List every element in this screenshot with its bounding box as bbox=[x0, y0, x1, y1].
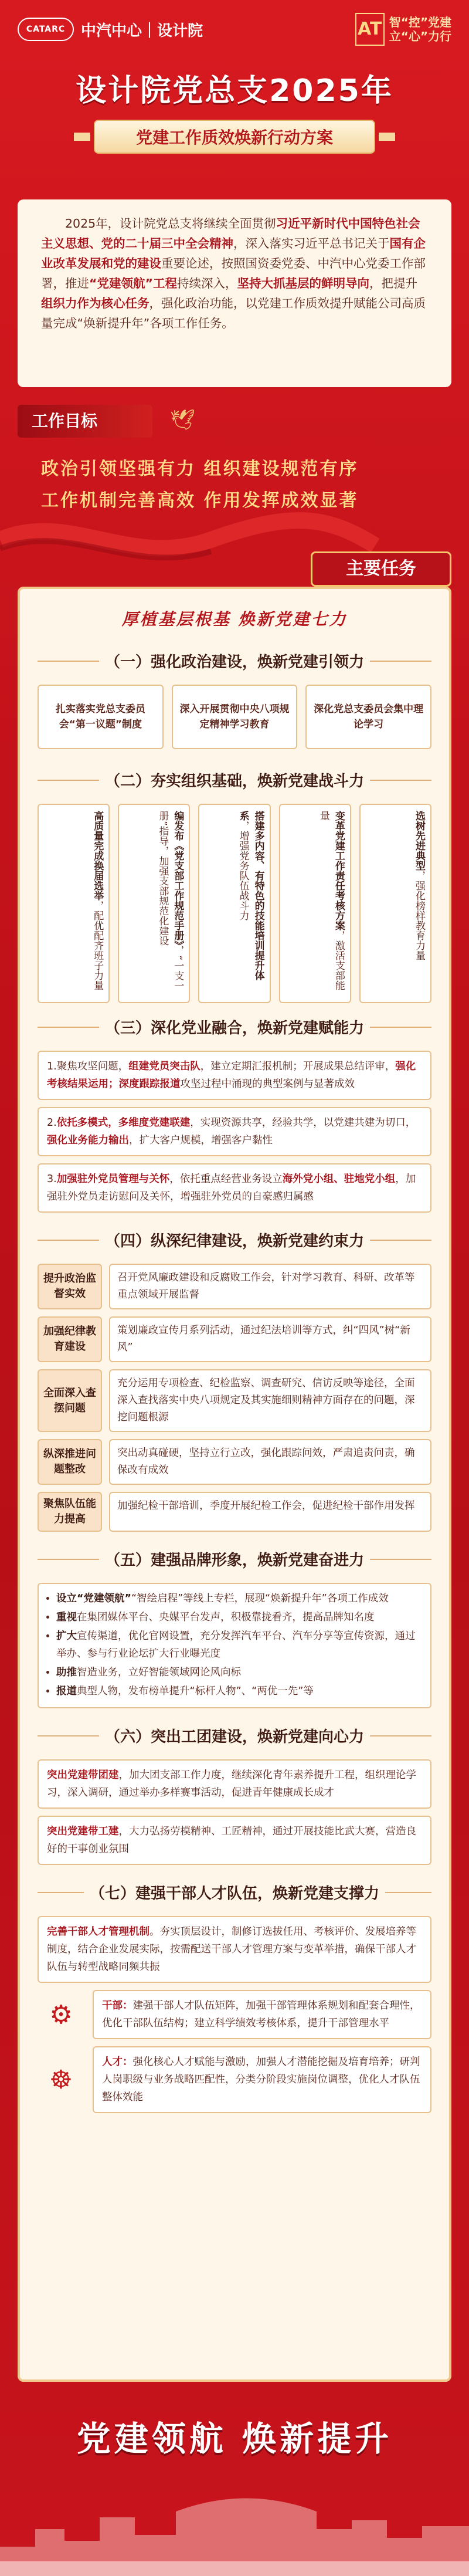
s4-row-key: 提升政治监督实效 bbox=[38, 1264, 102, 1309]
s6-emphasis: 突出党建带工建 bbox=[47, 1826, 119, 1837]
org-logo bbox=[18, 18, 203, 41]
s3-text: 1.聚焦攻坚问题， bbox=[47, 1061, 129, 1072]
s5-text: 典型人物，发布榜单提升“标杆人物”、“两优一先”等 bbox=[77, 1685, 314, 1697]
goal-line-2: 工作机制完善高效 作用发挥成效显著 bbox=[41, 490, 359, 511]
s7-lead bbox=[38, 1916, 431, 1983]
list-item bbox=[56, 1609, 421, 1626]
s7-item-text bbox=[93, 2046, 431, 2113]
org-name: 中汽中心｜设计院 bbox=[81, 22, 203, 40]
s7-emphasis: 干部： bbox=[102, 2000, 133, 2012]
s3-text: 2. bbox=[47, 1117, 57, 1129]
s1-box: 深化党总支委员会集中理论学习 bbox=[305, 685, 431, 749]
s5-emphasis: 重视 bbox=[56, 1612, 77, 1623]
divider bbox=[38, 661, 99, 662]
intro-text: 重要论述，按照国资委党委、中汽中心党委工作部署，推进 bbox=[41, 256, 426, 290]
s4-row bbox=[38, 1316, 431, 1362]
list-item bbox=[56, 1590, 421, 1607]
s4-row bbox=[38, 1264, 431, 1309]
s7-text: 强化核心人才赋能与激励，加强人才潜能挖掘及培育培养；研判人岗职级与业务战略匹配性，分类分阶段实施岗位调整，优化人才队伍整体效能 bbox=[102, 2056, 420, 2103]
intro-text: ，把提升 bbox=[369, 276, 417, 290]
s2-col-emphasis: 编发布《党支部工作规范手册》 bbox=[172, 811, 184, 946]
intro-emphasis: 坚持大抓基层的鲜明导向 bbox=[237, 276, 369, 290]
s4-row-value: 突出动真碰硬，坚持立行立改，强化跟踪问效，严肃追责问责，确保改有成效 bbox=[109, 1439, 431, 1485]
subtitle-banner bbox=[94, 120, 375, 154]
divider bbox=[370, 1735, 431, 1736]
talent-icon: ☸ bbox=[49, 2064, 73, 2095]
s3-item bbox=[38, 1107, 431, 1156]
s2-column bbox=[359, 804, 431, 1003]
s5-emphasis: 扩大 bbox=[56, 1630, 77, 1642]
s2-col-emphasis: 变革党建工作责任考核方案 bbox=[332, 811, 345, 930]
s4-row-value: 加强纪检干部培训，季度开展纪检工作会，促进纪检干部作用发挥 bbox=[109, 1492, 431, 1532]
s5-text: 宣传渠道，优化官网设置，充分发挥汽车平台、汽车分享等宣传资源，通过举办、参与行业论坛扩大行业曝光度 bbox=[56, 1630, 416, 1660]
section-7-title: （七）建强干部人才队伍，焕新党建支撑力 bbox=[90, 1885, 380, 1903]
party-brand bbox=[355, 13, 451, 46]
s5-text: 在集团媒体平台、央媒平台发声，积极靠拢看齐，提高品牌知名度 bbox=[77, 1612, 375, 1623]
s1-box: 深入开展贯彻中央八项规定精神学习教育 bbox=[172, 685, 298, 749]
s3-emphasis: 加强驻外党员管理与关怀 bbox=[56, 1173, 170, 1185]
intro-card bbox=[18, 199, 451, 387]
section-6-title: （六）突出工团建设，焕新党建向心力 bbox=[105, 1728, 365, 1746]
s5-emphasis: 设立“党建领航” bbox=[56, 1593, 132, 1605]
s4-row-key: 聚焦队伍能力提高 bbox=[38, 1492, 102, 1532]
s3-emphasis: 强化业务能力输出 bbox=[47, 1135, 129, 1146]
s4-row-key: 纵深推进问题整改 bbox=[38, 1439, 102, 1485]
section-7-header bbox=[38, 1881, 431, 1903]
s5-text: “智绘启程”等线上专栏，展现“焕新提升年”各项工作成效 bbox=[131, 1593, 389, 1605]
s6-text: ，大力弘扬劳模精神、工匠精神，通过开展技能比武大赛，营造良好的干事创业氛围 bbox=[47, 1826, 416, 1855]
s3-text: 3. bbox=[47, 1173, 57, 1185]
brand-line-1: 智“控”党建 bbox=[389, 15, 451, 29]
intro-text: 2025年，设计院党总支将继续全面贯彻 bbox=[65, 216, 276, 231]
section-1-header bbox=[38, 650, 431, 672]
s3-emphasis: 海外党小组、驻地党小组 bbox=[282, 1173, 396, 1185]
section-4-title: （四）纵深纪律建设，焕新党建约束力 bbox=[105, 1233, 365, 1250]
s4-row bbox=[38, 1492, 431, 1532]
list-item bbox=[56, 1627, 421, 1663]
s3-emphasis: 组建党员突击队 bbox=[128, 1061, 200, 1072]
list-item bbox=[56, 1683, 421, 1700]
section-1-title: （一）强化政治建设，焕新党建引领力 bbox=[105, 654, 365, 671]
s5-list bbox=[38, 1583, 431, 1708]
banner-right-deco-icon bbox=[379, 133, 395, 141]
s7-text: 建强干部人才队伍矩阵，加强干部管理体系规划和配套合理性，优化干部队伍结构；建立科学绩效考核体系，提升干部管理水平 bbox=[102, 2000, 420, 2029]
s2-column bbox=[118, 804, 190, 1003]
divider bbox=[38, 1892, 84, 1893]
s3-item bbox=[38, 1163, 431, 1213]
s7-emphasis: 完善干部人才管理机制 bbox=[47, 1926, 149, 1938]
s3-item bbox=[38, 1051, 431, 1100]
section-5-header bbox=[38, 1548, 431, 1570]
divider bbox=[370, 1559, 431, 1560]
s3-text: ，建立定期汇报机制；开展成果总结评审， bbox=[200, 1061, 396, 1072]
s6-text: ，加大团支部工作力度，继续深化青年素养提升工程，组织理论学习，深入调研，通过举办多样赛事活动，促进青年健康成长成才 bbox=[47, 1769, 416, 1799]
section-3-title: （三）深化党业融合，焕新党建赋能力 bbox=[105, 1020, 365, 1037]
s6-emphasis: 突出党建带团建 bbox=[47, 1769, 119, 1781]
divider bbox=[370, 1240, 431, 1241]
divider bbox=[370, 1027, 431, 1028]
s2-col-text: ，“一支一册”指导，加强支部规范化建设 bbox=[157, 811, 184, 991]
s5-text: 智造业务，立好智能领域网论风向标 bbox=[77, 1667, 241, 1678]
intro-emphasis: “党建领航”工程 bbox=[89, 276, 177, 290]
goal-line-1: 政治引领坚强有力 组织建设规范有序 bbox=[41, 459, 359, 479]
divider bbox=[38, 1240, 99, 1241]
dove-icon: 🕊 bbox=[170, 408, 196, 432]
s4-row-value: 策划廉政宣传月系列活动，通过纪法培训等方式，纠“四风”树“新风” bbox=[109, 1316, 431, 1362]
s7-emphasis: 人才： bbox=[102, 2056, 133, 2068]
intro-emphasis: 国有企业改革发展和党的建设 bbox=[41, 236, 426, 270]
s1-box: 扎实落实党总支委员会“第一议题”制度 bbox=[38, 685, 164, 749]
s2-col-text: ，激活支部能量 bbox=[317, 811, 345, 990]
intro-text: ，强化政治功能，以党建工作质效提升赋能公司高质量完成“焕新提升年”各项工作任务。 bbox=[41, 296, 426, 330]
section-4-header bbox=[38, 1229, 431, 1251]
building-skyline-illustration bbox=[0, 2459, 469, 2576]
s2-col-emphasis: 搭建多内容、有特色的技能培训提升体系 bbox=[237, 811, 264, 980]
banner-left-deco-icon bbox=[74, 133, 90, 141]
s4-row bbox=[38, 1439, 431, 1485]
section-2-header bbox=[38, 769, 431, 791]
s7-item bbox=[38, 2046, 431, 2113]
s4-row-value: 召开党风廉政建设和反腐败工作会，针对学习教育、科研、改革等重点领域开展监督 bbox=[109, 1264, 431, 1309]
s3-text: ，依托重点经营业务设立 bbox=[169, 1173, 283, 1185]
s5-emphasis: 报道 bbox=[56, 1685, 77, 1697]
section-2-columns bbox=[38, 804, 431, 1003]
s2-column bbox=[38, 804, 110, 1003]
s2-column bbox=[198, 804, 270, 1003]
s4-row-value: 充分运用专项检查、纪检监察、调查研究、信访反映等途径，全面深入查找落实中央八项规定及其实施细则精神方面存在的问题，深挖问题根源 bbox=[109, 1369, 431, 1432]
page-title: 设计院党总支2025年 bbox=[76, 73, 393, 109]
intro-paragraph bbox=[41, 214, 428, 333]
section-3-header bbox=[38, 1016, 431, 1038]
divider bbox=[38, 780, 99, 781]
section-1-boxes bbox=[38, 685, 431, 749]
s3-text: ，加强驻外党员走访慰问及关怀，增强驻外党员的自豪感归属感 bbox=[47, 1173, 416, 1203]
s3-emphasis: 依托多模式，多维度党建联建 bbox=[56, 1117, 191, 1129]
tasks-card bbox=[18, 587, 451, 2382]
at-logo-icon: AT bbox=[355, 13, 385, 46]
s3-emphasis: 强化考核结果运用；深度跟踪报道 bbox=[47, 1061, 416, 1090]
intro-emphasis: 习近平新时代中国特色社会主义思想、党的二十届三中全会精神 bbox=[41, 216, 420, 251]
org-chart-icon: ⚙ bbox=[49, 1999, 73, 2030]
s4-row-key: 全面深入查摆问题 bbox=[38, 1369, 102, 1432]
brand-line-2: 立“心”力行 bbox=[389, 29, 451, 43]
s7-item-text bbox=[93, 1990, 431, 2039]
s6-item bbox=[38, 1816, 431, 1865]
goals-label: 工作目标 bbox=[18, 405, 152, 438]
divider bbox=[385, 1892, 431, 1893]
list-item bbox=[56, 1664, 421, 1681]
s3-text: ，实现资源共享，经验共学，以党建共建为切口， bbox=[190, 1117, 416, 1129]
section-5-title: （五）建强品牌形象，焕新党建奋进力 bbox=[105, 1552, 365, 1569]
s7-text: 。夯实顶层设计，制修订选拔任用、考核评价、发展培养等制度，结合企业发展实际，按需配送干部人才管理方案与变革举措，确保干部人才队伍与转型战略同频共振 bbox=[47, 1926, 416, 1973]
divider bbox=[38, 1027, 99, 1028]
s3-text: 攻坚过程中涌现的典型案例与显著成效 bbox=[180, 1078, 355, 1090]
s2-col-emphasis: 选树先进典型 bbox=[413, 811, 426, 871]
tasks-label: 主要任务 bbox=[311, 551, 451, 587]
s5-emphasis: 助推 bbox=[56, 1667, 77, 1678]
divider bbox=[370, 780, 431, 781]
intro-text: 持续深入， bbox=[176, 276, 237, 290]
section-2-title: （二）夯实组织基础，焕新党建战斗力 bbox=[105, 773, 365, 790]
s2-col-text: ，配优配齐班子力量 bbox=[91, 901, 104, 990]
s4-row-key: 加强纪律教育建设 bbox=[38, 1316, 102, 1362]
footer-slogan: 党建领航 焕新提升 bbox=[76, 2419, 393, 2459]
s3-text: ，扩大客户规模，增强客户黏性 bbox=[129, 1135, 273, 1146]
tasks-slogan: 厚植基层根基 焕新党建七力 bbox=[121, 610, 348, 629]
divider bbox=[370, 661, 431, 662]
s2-col-text: ，增强党务队伍战斗力 bbox=[237, 821, 249, 920]
s2-col-text: ，强化榜样教育力量 bbox=[413, 871, 426, 960]
intro-text: ，深入落实习近平总书记关于 bbox=[233, 236, 390, 251]
s7-item bbox=[38, 1990, 431, 2039]
page-subtitle: 党建工作质效焕新行动方案 bbox=[94, 120, 375, 154]
header-bar bbox=[18, 12, 451, 47]
section-6-header bbox=[38, 1725, 431, 1746]
s4-row bbox=[38, 1369, 431, 1432]
s2-column bbox=[279, 804, 351, 1003]
divider bbox=[38, 1735, 99, 1736]
intro-emphasis: 组织力作为核心任务 bbox=[41, 296, 149, 310]
s2-col-emphasis: 高质量完成换届选举 bbox=[91, 811, 104, 901]
s6-item bbox=[38, 1759, 431, 1809]
catarc-badge: CATARC bbox=[18, 18, 74, 41]
divider bbox=[38, 1559, 99, 1560]
